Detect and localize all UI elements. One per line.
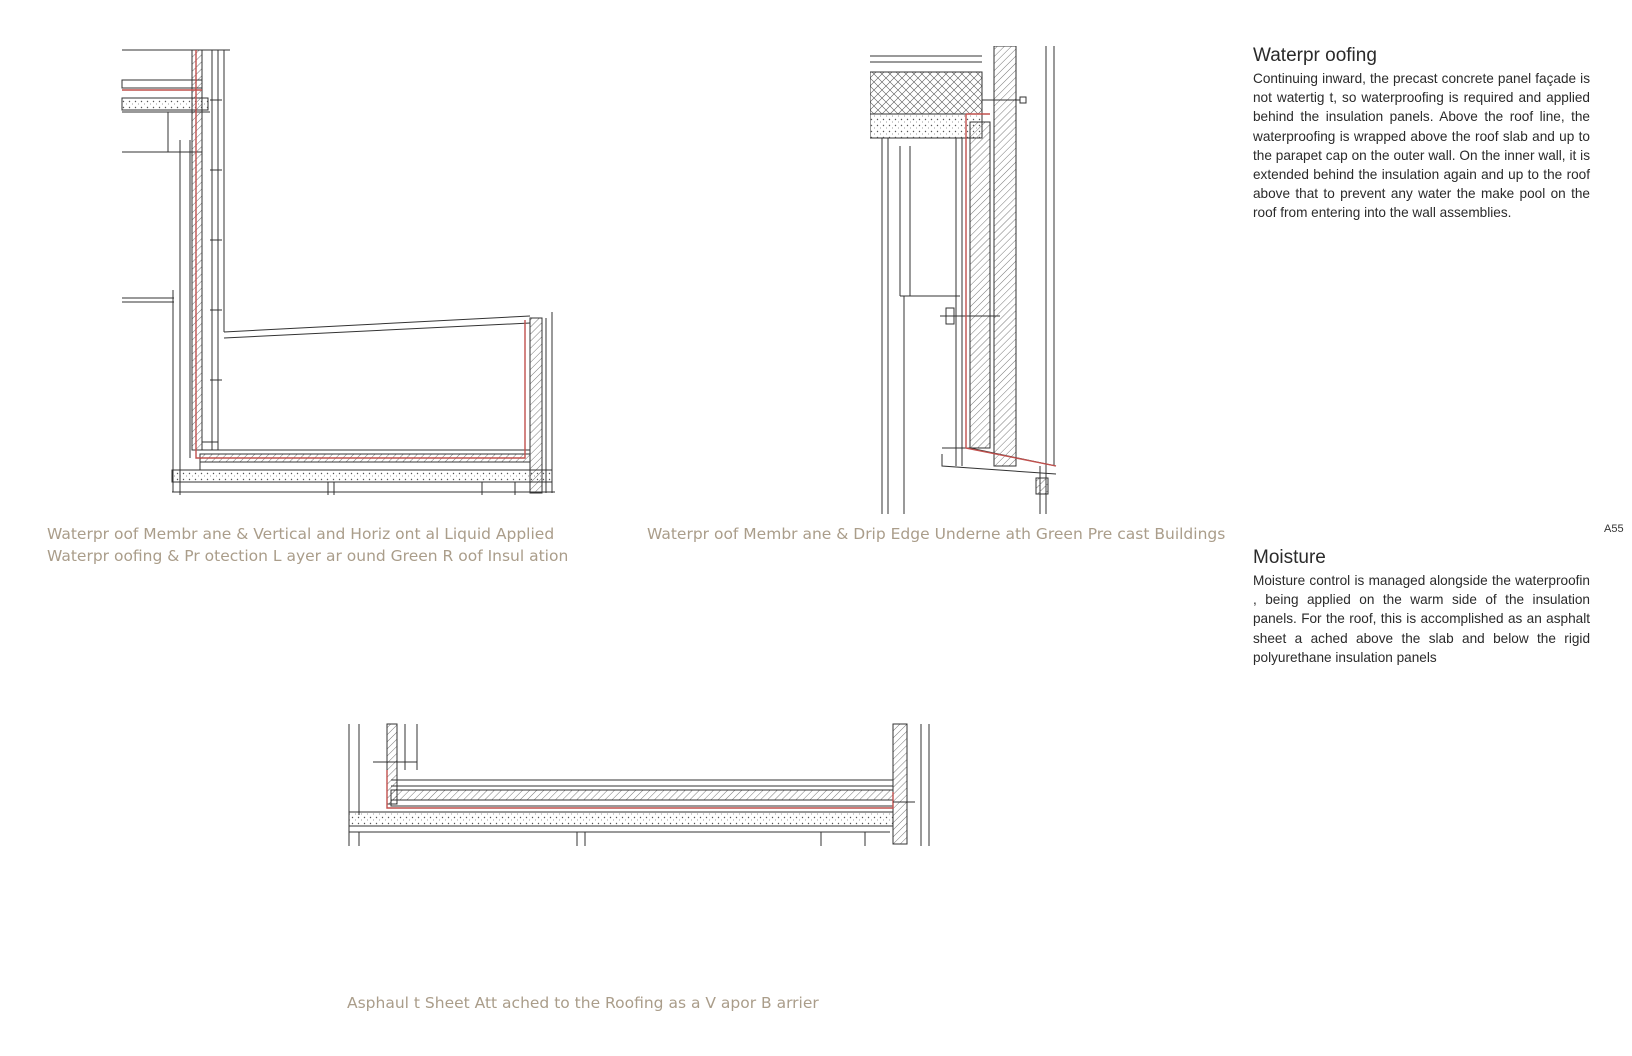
caption-detail-3: Asphaul t Sheet Att ached to the Roofing as a V apor B arrier bbox=[347, 994, 819, 1012]
detail-drawing-drip-edge bbox=[870, 46, 1070, 516]
detail-drawing-asphalt-sheet-roof bbox=[345, 720, 945, 850]
caption-detail-1-line-2: Waterpr oofing & Pr otection L ayer ar ound Green R oof Insul ation bbox=[47, 547, 569, 565]
section-heading-moisture: Moisture bbox=[1253, 547, 1326, 568]
section-heading-waterproofing: Waterpr oofing bbox=[1253, 45, 1377, 66]
section-body-waterproofing: Continuing inward, the precast concrete panel façade is not watertig t, so waterproofing is required and applied behind the insulation panels. Above the roof line, the waterproofing is wrapped above the roof slab and up to the parapet cap on the outer wall. On the inner wall, it is extended behind the insulation again and up to the roof above that to prevent any water the make pool on the roof from entering into the wall assemblies. bbox=[1253, 71, 1590, 221]
caption-detail-2: Waterpr oof Membr ane & Drip Edge Underne ath Green Pre cast Buildings bbox=[647, 525, 1226, 543]
detail-drawing-green-roof-parapet bbox=[110, 40, 590, 515]
section-body-moisture: Moisture control is managed alongside the waterproofin , being applied on the warm side of the insulation panels. For the roof, this is accomplished as an asphalt sheet a ached above the slab and below the rigid polyurethane insulation panels bbox=[1253, 573, 1590, 665]
page-number: A55 bbox=[1604, 523, 1624, 535]
caption-detail-1-line-1: Waterpr oof Membr ane & Vertical and Horiz ont al Liquid Applied bbox=[47, 525, 555, 543]
